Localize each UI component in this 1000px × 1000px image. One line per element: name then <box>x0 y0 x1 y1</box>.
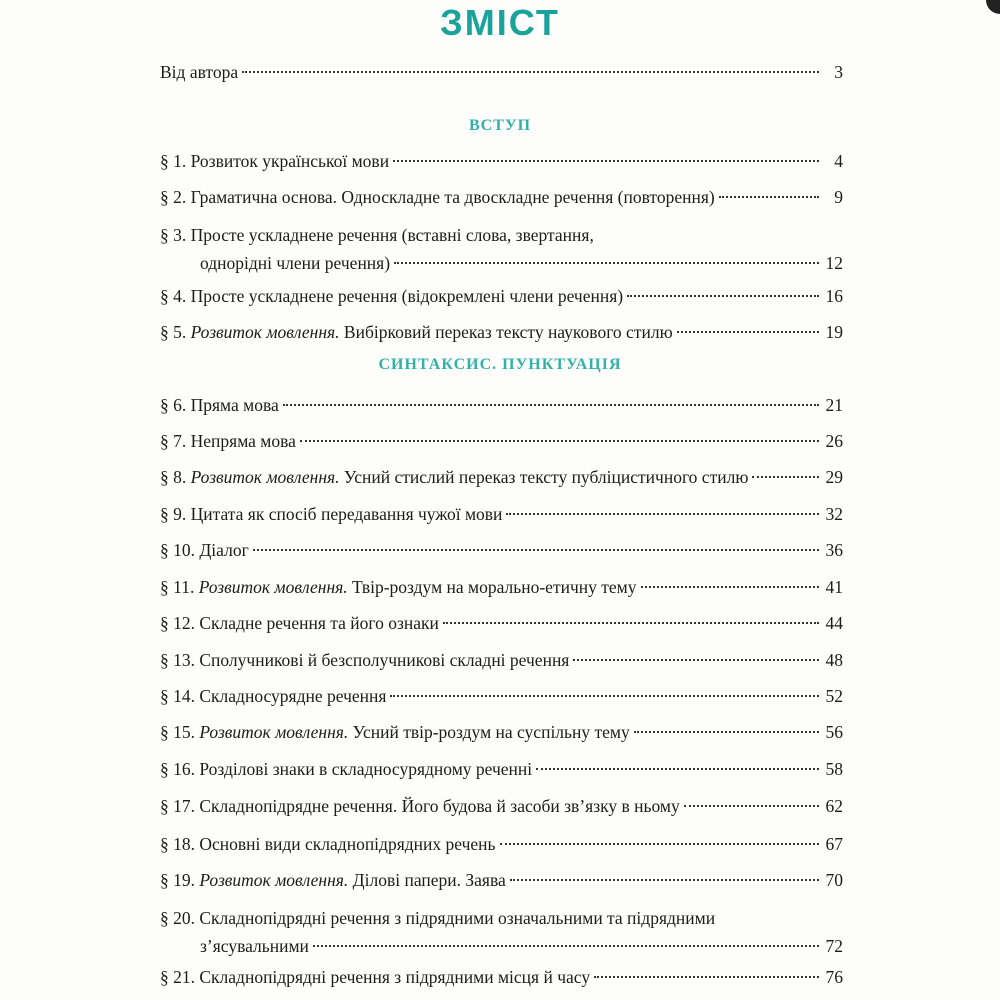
toc-entry-title <box>160 427 296 455</box>
toc-entry-number: § 12. <box>160 613 195 633</box>
toc-entry[interactable] <box>160 904 843 960</box>
toc-entry[interactable] <box>160 391 843 419</box>
toc-entry-number: § 4. <box>160 286 187 306</box>
toc-entry-text: Складнопідрядні речення з підрядними місця й часу <box>199 967 591 987</box>
toc-entry-number: § 9. <box>160 504 187 524</box>
toc-entry-number: § 16. <box>160 759 195 779</box>
toc-entry[interactable] <box>160 792 843 820</box>
toc-page-number: 56 <box>825 722 843 742</box>
leader-dots <box>634 731 819 733</box>
toc-entry-title <box>160 147 389 175</box>
toc-entry-title <box>160 682 386 710</box>
toc-entry-title <box>160 500 502 528</box>
section-heading-intro: ВСТУП <box>468 117 532 134</box>
toc-page-number: 52 <box>825 686 843 706</box>
leader-dots <box>719 196 819 198</box>
leader-dots <box>506 513 819 515</box>
toc-entry[interactable] <box>160 866 843 894</box>
toc-entry-number: § 14. <box>160 686 195 706</box>
toc-entry[interactable] <box>160 147 843 175</box>
toc-entry-text: Усний твір-роздум на суспільну тему <box>352 722 630 742</box>
toc-entry[interactable] <box>160 500 843 528</box>
toc-page-number: 26 <box>825 431 843 451</box>
toc-page-number: 41 <box>825 577 843 597</box>
leader-dots <box>443 622 819 624</box>
leader-dots <box>752 476 819 478</box>
toc-entry[interactable] <box>160 646 843 674</box>
toc-entry-number: § 10. <box>160 540 195 560</box>
toc-entry-title <box>160 830 496 858</box>
toc-entry-text: Твір-роздум на морально-етичну тему <box>352 577 637 597</box>
toc-entry-title <box>160 282 623 310</box>
toc-entry-text: Усний стислий переказ тексту публіцистичного стилю <box>343 467 749 487</box>
toc-page-number: 32 <box>825 504 843 524</box>
toc-page-number: 19 <box>825 322 843 342</box>
toc-entry-title <box>160 183 715 211</box>
toc-entry[interactable] <box>160 830 843 858</box>
toc-entry[interactable] <box>160 573 843 601</box>
toc-intro[interactable] <box>160 58 843 86</box>
toc-entry-number: § 20. <box>160 908 195 928</box>
toc-entry-title <box>160 755 532 783</box>
toc-entry-text: Діалог <box>199 540 249 560</box>
toc-entry-italic: Розвиток мовлення. <box>199 722 349 742</box>
toc-entry-title <box>160 536 249 564</box>
toc-entry[interactable] <box>160 718 843 746</box>
leader-dots <box>390 695 819 697</box>
toc-entry-text-continued: однорідні члени речення) <box>200 253 391 273</box>
leader-dots <box>573 659 819 661</box>
toc-entry[interactable] <box>160 609 843 637</box>
toc-page-number: 70 <box>825 870 843 890</box>
toc-entry-text: Цитата як спосіб передавання чужої мови <box>190 504 503 524</box>
toc-page-number: 29 <box>825 467 843 487</box>
toc-entry-number: § 17. <box>160 796 195 816</box>
toc-entry[interactable] <box>160 755 843 783</box>
toc-page-number: 76 <box>825 967 843 987</box>
leader-dots <box>500 843 819 845</box>
toc-entry-number: § 8. <box>160 467 187 487</box>
toc-entry-text: Розвиток української мови <box>190 151 390 171</box>
toc-entry-number: § 19. <box>160 870 195 890</box>
toc-entry-number: § 15. <box>160 722 195 742</box>
toc-entry-title <box>160 646 569 674</box>
toc-entry-text: Складнопідрядні речення з підрядними означальними та підрядними <box>199 908 716 928</box>
leader-dots <box>253 549 819 551</box>
leader-dots <box>300 440 819 442</box>
leader-dots <box>536 768 819 770</box>
leader-dots <box>684 805 819 807</box>
toc-entry-number: § 7. <box>160 431 187 451</box>
toc-entry-title <box>160 463 748 491</box>
leader-dots <box>313 945 819 947</box>
toc-entry-text: Розділові знаки в складносурядному реченні <box>199 759 533 779</box>
toc-entry-title <box>160 718 630 746</box>
toc-page-number: 16 <box>825 286 843 306</box>
leader-dots <box>242 71 819 73</box>
toc-entry-text: Граматична основа. Односкладне та двоскладне речення (повторення) <box>190 187 715 207</box>
toc-page-number: 44 <box>825 613 843 633</box>
toc-entry[interactable] <box>160 282 843 310</box>
toc-entry-italic: Розвиток мовлення. <box>190 467 340 487</box>
toc-entry-text: Вибірковий переказ тексту наукового стилю <box>343 322 673 342</box>
toc-entry-title <box>160 792 680 820</box>
toc-page-number: 3 <box>834 62 843 82</box>
toc-entry[interactable] <box>160 463 843 491</box>
toc-page-number: 58 <box>825 759 843 779</box>
toc-page-number: 67 <box>825 834 843 854</box>
toc-entry-number: § 13. <box>160 650 195 670</box>
toc-entry-italic: Розвиток мовлення. <box>190 322 340 342</box>
leader-dots <box>283 404 819 406</box>
toc-entry-title <box>160 573 637 601</box>
toc-entry-text: Складне речення та його ознаки <box>199 613 439 633</box>
toc-entry-title <box>160 866 506 894</box>
section-heading-syntax: СИНТАКСИС. ПУНКТУАЦІЯ <box>378 356 622 373</box>
toc-page-number: 62 <box>825 796 843 816</box>
page-title: ЗМІСТ <box>440 2 560 43</box>
toc-entry-text: Основні види складнопідрядних речень <box>199 834 496 854</box>
toc-entry-title <box>160 318 673 346</box>
toc-entry-number: § 3. <box>160 225 187 245</box>
toc-entry-number: § 2. <box>160 187 187 207</box>
toc-page-number: 9 <box>834 187 843 207</box>
toc-page-number: 48 <box>825 650 843 670</box>
toc-page-number: 72 <box>825 936 843 956</box>
leader-dots <box>677 331 819 333</box>
toc-entry-title <box>160 391 279 419</box>
leader-dots <box>641 586 820 588</box>
leader-dots <box>393 160 819 162</box>
toc-entry-number: § 1. <box>160 151 187 171</box>
toc-entry-text: Складнопідрядне речення. Його будова й засоби зв’язку в ньому <box>199 796 680 816</box>
toc-page-number: 36 <box>825 540 843 560</box>
toc-entry[interactable] <box>160 318 843 346</box>
toc-entry[interactable] <box>160 682 843 710</box>
toc-entry-title <box>160 963 590 991</box>
toc-entry[interactable] <box>160 183 843 211</box>
toc-entry[interactable] <box>160 427 843 455</box>
toc-entry-number: § 18. <box>160 834 195 854</box>
toc-entry-title <box>160 221 594 249</box>
toc-entry-text: Ділові папери. Заява <box>352 870 506 890</box>
toc-entry-text: Пряма мова <box>190 395 279 415</box>
leader-dots <box>394 262 819 264</box>
toc-entry-text-continued: з’ясувальними <box>200 936 309 956</box>
toc-entry[interactable] <box>160 221 843 277</box>
toc-entry-text: Просте ускладнене речення (відокремлені члени речення) <box>190 286 624 306</box>
toc-intro-text: Від автора <box>160 62 239 82</box>
toc-entry-italic: Розвиток мовлення. <box>199 870 349 890</box>
leader-dots <box>510 879 819 881</box>
toc-page-number: 12 <box>825 253 843 273</box>
toc-entry-number: § 11. <box>160 577 195 597</box>
toc-entry-number: § 21. <box>160 967 195 987</box>
leader-dots <box>594 976 819 978</box>
toc-entry-title <box>160 904 715 932</box>
toc-entry-text: Сполучникові й безсполучникові складні речення <box>199 650 570 670</box>
toc-entry[interactable] <box>160 963 843 991</box>
toc-entry-text: Просте ускладнене речення (вставні слова, звертання, <box>190 225 594 245</box>
toc-entry-text: Складносурядне речення <box>199 686 387 706</box>
toc-entry[interactable] <box>160 536 843 564</box>
toc-entry-number: § 6. <box>160 395 187 415</box>
toc-entry-text: Непряма мова <box>190 431 296 451</box>
toc-entry-title <box>160 609 439 637</box>
toc-entry-number: § 5. <box>160 322 187 342</box>
toc-entry-italic: Розвиток мовлення. <box>198 577 348 597</box>
toc-page-number: 4 <box>834 151 843 171</box>
toc-page-number: 21 <box>825 395 843 415</box>
leader-dots <box>627 295 819 297</box>
